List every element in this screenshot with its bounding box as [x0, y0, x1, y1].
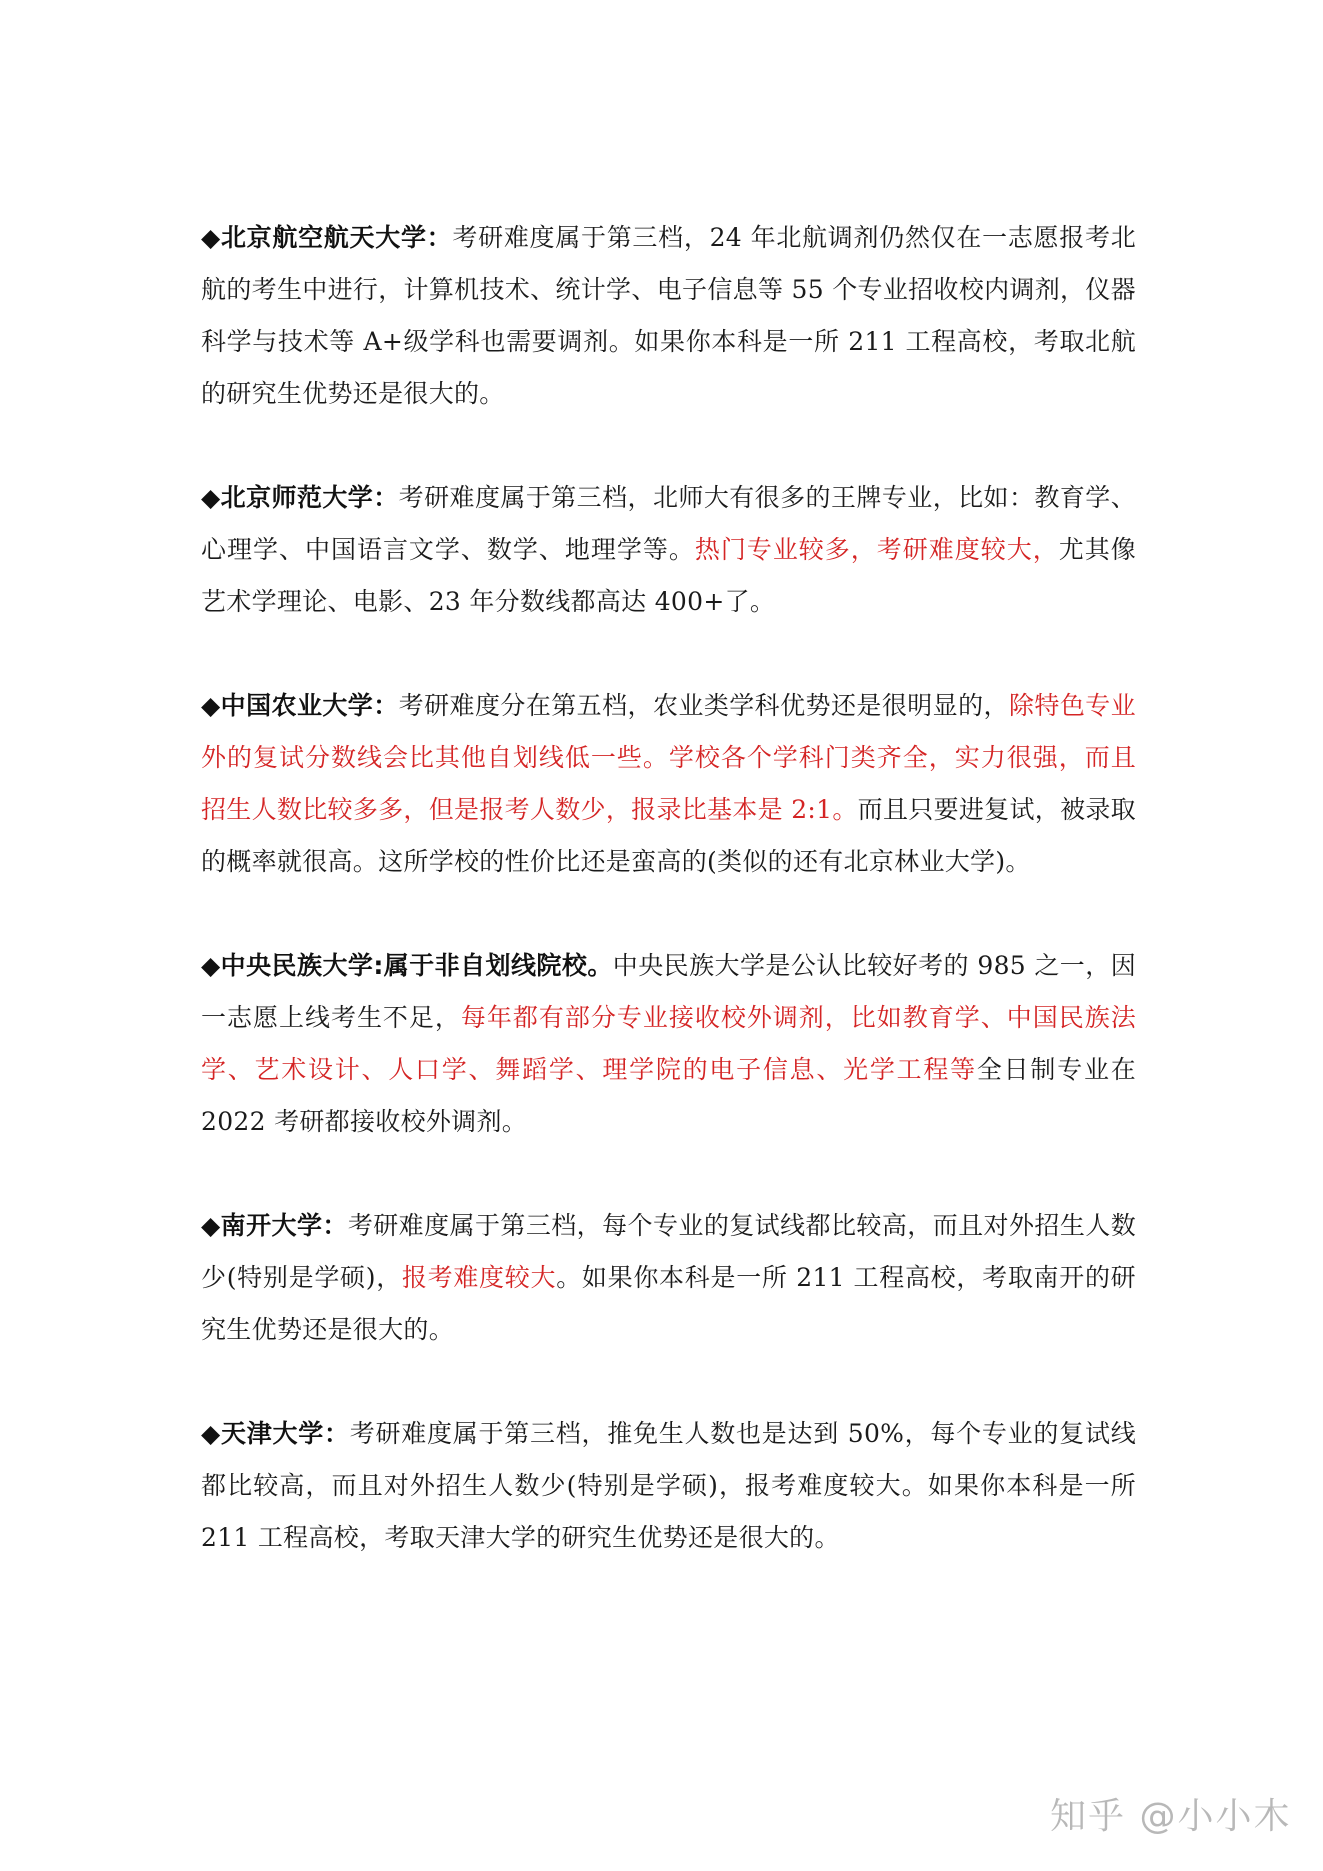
school-heading: ◆北京航空航天大学：	[201, 223, 453, 252]
school-heading: ◆中央民族大学:属于非自划线院校。	[201, 951, 613, 980]
school-heading: ◆中国农业大学：	[201, 691, 399, 720]
paragraph-tju	[201, 1408, 1136, 1564]
paragraph-beihang	[201, 212, 1136, 420]
zhihu-watermark: 知乎 @小小木	[1050, 1796, 1292, 1837]
highlighted-text: 报考难度较大	[401, 1263, 557, 1292]
school-heading: ◆天津大学：	[201, 1419, 350, 1448]
highlighted-text: 每年都有部分专业接收校外调剂，比如教育学、中国民族法学、艺术设计、人口学、舞蹈学、理学院的电子信息、光学工程等	[201, 1003, 1136, 1084]
paragraph-text: 考研难度分在第五档，农业类学科优势还是很明显的，	[398, 691, 1009, 720]
paragraph-text: 尤其像艺术学理论、电影、23 年分数线都高达 400+了。	[201, 535, 1137, 616]
school-heading: ◆北京师范大学：	[201, 483, 399, 512]
paragraph-text: 考研难度属于第三档，24 年北航调剂仍然仅在一志愿报考北航的考生中进行，计算机技术、统计学、电子信息等 55 个专业招收校内调剂，仪器科学与技术等 A+级学科也需要调剂。如果你本科是一所 211 工程高校，考取北航的研究生优势还是很大的。	[201, 223, 1136, 408]
paragraph-muc	[201, 940, 1136, 1148]
document-body	[201, 212, 1136, 1616]
paragraph-text: 考研难度属于第三档，每个专业的复试线都比较高，而且对外招生人数少(特别是学硕)，	[201, 1211, 1136, 1292]
paragraph-text: 考研难度属于第三档，推免生人数也是达到 50%，每个专业的复试线都比较高，而且对外招生人数少(特别是学硕)，报考难度较大。如果你本科是一所 211 工程高校，考取天津大学的研究生优势还是很大的。	[201, 1419, 1136, 1552]
paragraph-text: 中央民族大学是公认比较好考的 985 之一，因一志愿上线考生不足，	[201, 951, 1136, 1032]
paragraph-nankai	[201, 1200, 1136, 1356]
paragraph-text: 全日制专业在 2022 考研都接收校外调剂。	[201, 1055, 1136, 1136]
paragraph-text: 考研难度属于第三档，北师大有很多的王牌专业，比如：教育学、心理学、中国语言文学、数学、地理学等。	[201, 483, 1136, 564]
school-heading: ◆南开大学：	[201, 1211, 348, 1240]
paragraph-text: 而且只要进复试，被录取的概率就很高。这所学校的性价比还是蛮高的(类似的还有北京林业大学)。	[201, 795, 1136, 876]
highlighted-text: 热门专业较多，考研难度较大，	[694, 535, 1059, 564]
paragraph-bnu	[201, 472, 1136, 628]
paragraph-cau	[201, 680, 1136, 888]
paragraph-text: 。如果你本科是一所 211 工程高校，考取南开的研究生优势还是很大的。	[201, 1263, 1136, 1344]
highlighted-text: 除特色专业外的复试分数线会比其他自划线低一些。学校各个学科门类齐全，实力很强，而且招生人数比较多多，但是报考人数少，报录比基本是 2:1。	[201, 691, 1136, 824]
